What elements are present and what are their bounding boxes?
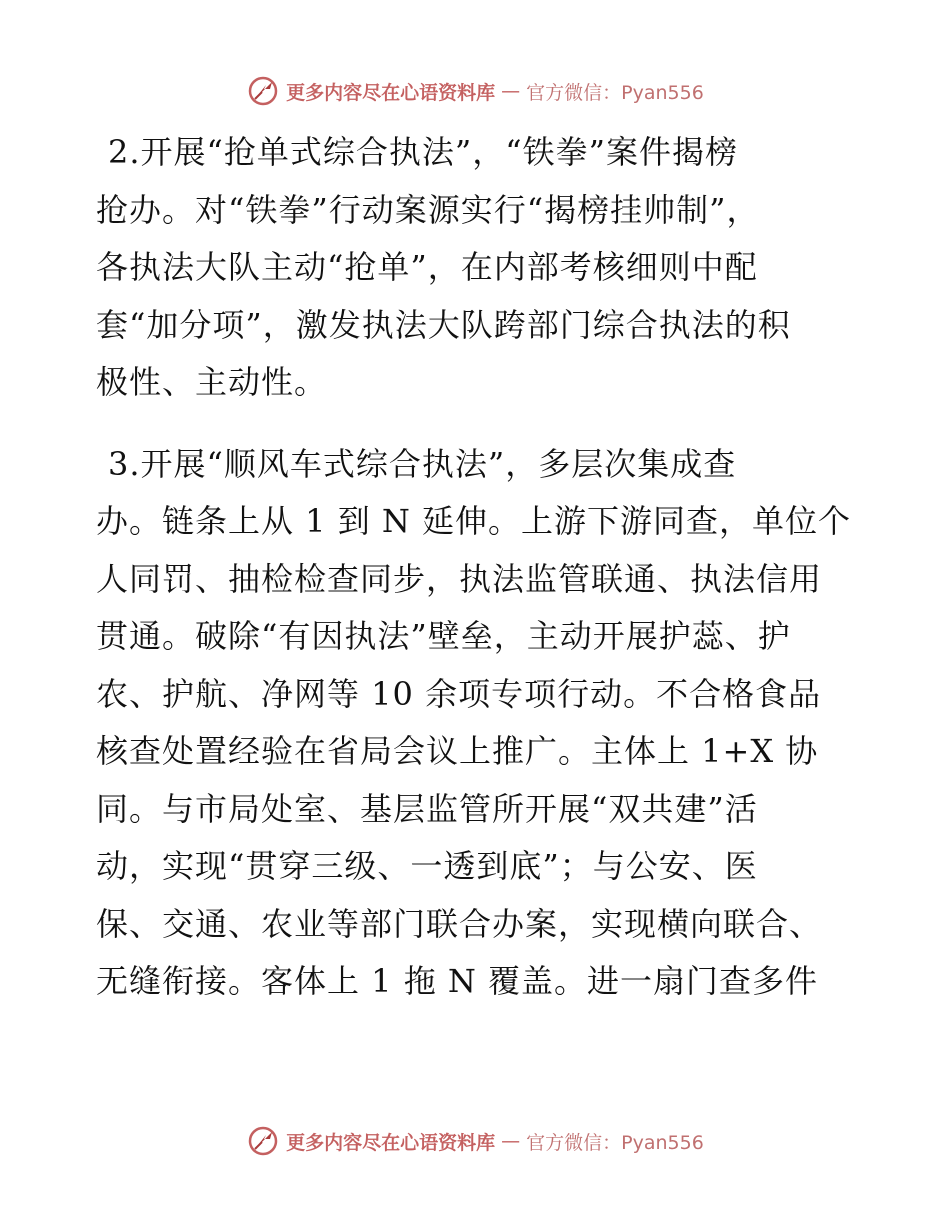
watermark-text: 更多内容尽在心语资料库 bbox=[286, 81, 496, 104]
watermark-contact: 官方微信：Pyan556 bbox=[526, 1131, 704, 1154]
watermark-separator: — bbox=[501, 1130, 521, 1152]
text-line: 动，实现“贯穿三级、一透到底”；与公安、医 bbox=[96, 847, 758, 885]
footer-watermark bbox=[0, 1124, 950, 1158]
paragraph-3 bbox=[96, 436, 856, 1011]
text-line: 套“加分项”，激发执法大队跨部门综合执法的积 bbox=[96, 305, 791, 344]
watermark-contact: 官方微信：Pyan556 bbox=[526, 81, 704, 104]
header-watermark bbox=[0, 74, 950, 108]
watermark-text: 更多内容尽在心语资料库 bbox=[286, 1131, 496, 1154]
text-line: 2.开展“抢单式综合执法”，“铁拳”案件揭榜 bbox=[108, 133, 738, 171]
text-line: 无缝衔接。客体上 1 拖 N 覆盖。进一扇门查多件 bbox=[96, 962, 819, 1000]
text-line: 同。与市局处室、基层监管所开展“双共建”活 bbox=[96, 789, 758, 828]
document-body bbox=[96, 124, 856, 1035]
watermark-separator: — bbox=[501, 80, 521, 102]
text-line: 核查处置经验在省局会议上推广。主体上 1+X 协 bbox=[96, 732, 819, 770]
feather-seal-icon bbox=[246, 74, 280, 108]
text-line: 各执法大队主动“抢单”，在内部考核细则中配 bbox=[96, 248, 758, 286]
text-line: 极性、主动性。 bbox=[96, 363, 328, 401]
text-line: 贯通。破除“有因执法”壁垒，主动开展护蕊、护 bbox=[96, 617, 791, 655]
text-line: 保、交通、农业等部门联合办案，实现横向联合、 bbox=[96, 904, 823, 943]
text-line: 人同罚、抽检检查同步，执法监管联通、执法信用 bbox=[96, 559, 823, 598]
text-line: 3.开展“顺风车式综合执法”，多层次集成查 bbox=[108, 444, 737, 483]
text-line: 办。链条上从 1 到 N 延伸。上游下游同查，单位个 bbox=[96, 502, 852, 540]
paragraph-2 bbox=[96, 124, 856, 412]
text-line: 农、护航、净网等 10 余项专项行动。不合格食品 bbox=[96, 674, 822, 713]
text-line: 抢办。对“铁拳”行动案源实行“揭榜挂帅制”， bbox=[96, 190, 760, 229]
feather-seal-icon bbox=[246, 1124, 280, 1158]
